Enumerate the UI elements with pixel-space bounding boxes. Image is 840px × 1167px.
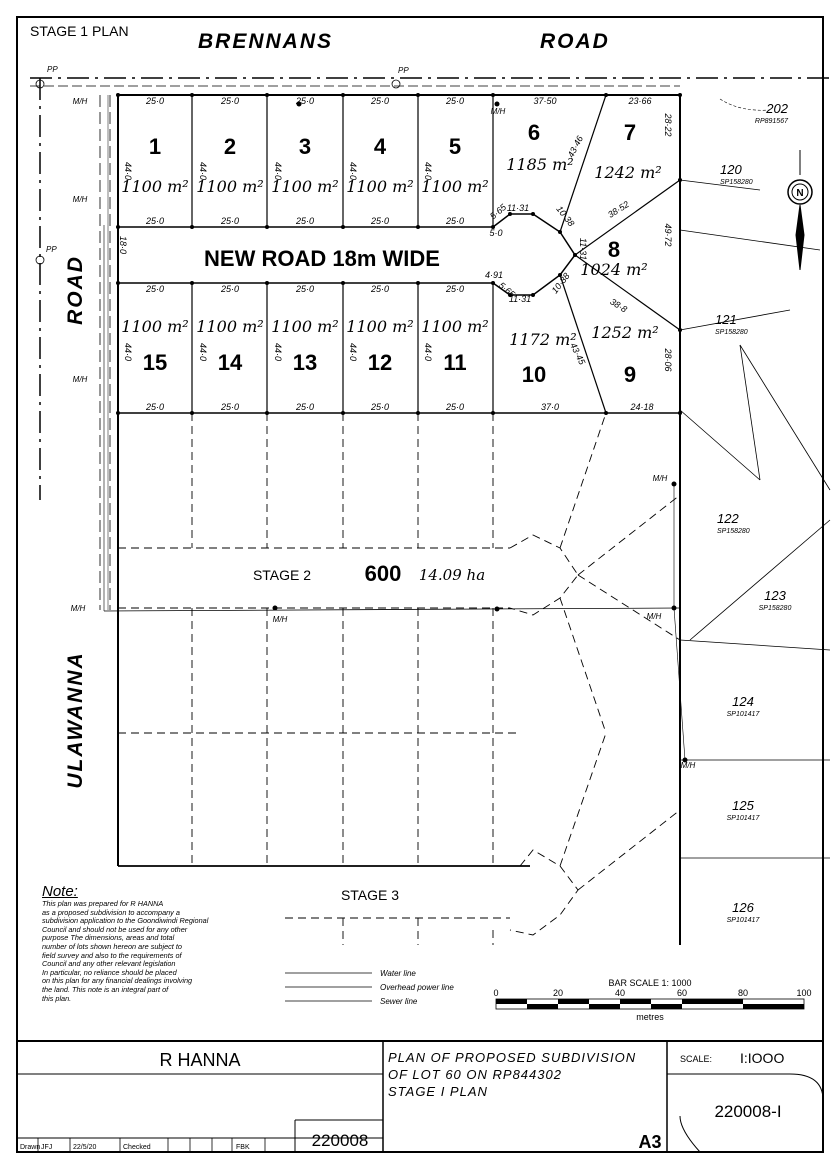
note-line: In particular, no reliance should be placed bbox=[42, 967, 177, 977]
adjacent-lot-number: 121 bbox=[715, 312, 737, 327]
drawn-label: Drawn bbox=[20, 1144, 41, 1151]
legend-power: Overhead power line bbox=[380, 983, 454, 992]
legend-water: Water line bbox=[380, 969, 416, 978]
adjacent-lot-number: 125 bbox=[732, 798, 754, 813]
bar-scale-title: BAR SCALE 1: 1000 bbox=[608, 978, 692, 988]
dimension: 4·91 bbox=[484, 270, 504, 280]
lot-area: 1100 m² bbox=[196, 177, 264, 196]
manhole-label: M/H bbox=[70, 604, 86, 613]
adjacent-lot-plan: SP158280 bbox=[715, 329, 748, 336]
plan-title: STAGE I PLAN bbox=[388, 1084, 488, 1099]
dimension: 11·31 bbox=[508, 294, 532, 304]
dimension: 43·45 bbox=[568, 341, 588, 367]
client-name: R HANNA bbox=[159, 1050, 241, 1070]
adjacent-lot-plan: SP158280 bbox=[758, 605, 792, 612]
lot-area: 1100 m² bbox=[196, 317, 264, 336]
dimension: 49·72 bbox=[663, 223, 673, 247]
dimension: 25·0 bbox=[370, 96, 390, 106]
note-line: on this plan for any financial dealings involving bbox=[42, 976, 193, 986]
dimension: 37·0 bbox=[540, 402, 560, 412]
note-heading: Note: bbox=[42, 883, 78, 900]
stage-2-lot-number: 600 bbox=[364, 561, 402, 586]
dimension: 25·0 bbox=[445, 96, 465, 106]
dimension: 23·66 bbox=[628, 96, 652, 106]
dimension: 25·0 bbox=[145, 284, 165, 294]
dimension: 25·0 bbox=[145, 402, 165, 412]
note-line: Council and should not be used for any other bbox=[42, 924, 188, 934]
adjacent-lot-number: 120 bbox=[720, 162, 742, 177]
lot-number: 9 bbox=[623, 362, 637, 387]
dimension: 11·31 bbox=[506, 203, 530, 213]
road-name-new-road: NEW ROAD 18m WIDE bbox=[204, 246, 440, 271]
job-number: 220008 bbox=[311, 1131, 369, 1150]
bar-scale-tick: 40 bbox=[614, 988, 626, 998]
road-name-brennans-road: ROAD bbox=[540, 30, 610, 53]
legend-sewer: Sewer line bbox=[380, 997, 418, 1006]
dimension: 25·0 bbox=[220, 216, 240, 226]
adjacent-lot-plan: SP101417 bbox=[726, 917, 760, 924]
power-pole-label: PP bbox=[46, 245, 57, 254]
dimension: 11·31 bbox=[578, 237, 588, 261]
dimension: 44·0 bbox=[198, 343, 208, 362]
lot-area: 1100 m² bbox=[121, 317, 189, 336]
dimension: 25·0 bbox=[445, 402, 465, 412]
dimension: 25·0 bbox=[295, 284, 315, 294]
dimension: 5·0 bbox=[489, 228, 503, 238]
north-arrow-icon: N bbox=[796, 188, 804, 199]
dimension: 44·0 bbox=[423, 162, 433, 181]
drawn-by: JFJ bbox=[41, 1144, 53, 1151]
dimension: 25·0 bbox=[370, 402, 390, 412]
note-line: field survey and also to the requirements of bbox=[42, 950, 182, 960]
adjacent-lot-number: 124 bbox=[732, 694, 754, 709]
lot-number: 4 bbox=[373, 134, 387, 159]
dimension: 25·0 bbox=[295, 216, 315, 226]
dimension: 44·0 bbox=[123, 162, 133, 181]
dimension: 25·0 bbox=[295, 402, 315, 412]
note-line: subdivision application to the Goondiwindi Regional bbox=[42, 916, 209, 926]
dimension: 25·0 bbox=[220, 402, 240, 412]
bar-scale-tick: 20 bbox=[552, 988, 564, 998]
adjacent-lot-number: 202 bbox=[766, 101, 788, 116]
dimension: 5·65 bbox=[496, 280, 518, 300]
dimension: 25·0 bbox=[370, 216, 390, 226]
dimension: 44·0 bbox=[123, 343, 133, 362]
power-pole-label: PP bbox=[398, 66, 409, 75]
adjacent-lot-number: 123 bbox=[764, 588, 786, 603]
adjacent-lot-plan: SP158280 bbox=[720, 179, 753, 186]
dimension: 10·38 bbox=[554, 204, 577, 229]
lot-number: 10 bbox=[521, 362, 547, 387]
dimension: 10·38 bbox=[549, 271, 572, 296]
lot-number: 13 bbox=[292, 350, 318, 375]
plan-number: 220008-I bbox=[714, 1102, 782, 1121]
bar-scale-unit: metres bbox=[636, 1012, 664, 1022]
dimension: 44·0 bbox=[273, 162, 283, 181]
bar-scale-tick: 60 bbox=[676, 988, 688, 998]
road-name-brennans: BRENNANS bbox=[198, 30, 334, 53]
dimension: 44·0 bbox=[348, 162, 358, 181]
adjacent-lot-plan: SP101417 bbox=[726, 815, 760, 822]
dimension: 25·0 bbox=[145, 96, 165, 106]
dimension: 28·06 bbox=[663, 348, 673, 372]
dimension: 38·52 bbox=[605, 199, 631, 220]
dimension: 44·0 bbox=[273, 343, 283, 362]
dimension: 25·0 bbox=[445, 216, 465, 226]
manhole-label: M/H bbox=[72, 195, 88, 204]
lot-number: 2 bbox=[223, 134, 237, 159]
fbk-label: FBK bbox=[236, 1144, 250, 1151]
checked-label: Checked bbox=[123, 1144, 151, 1151]
manhole-label: M/H bbox=[652, 474, 668, 483]
road-name-ulawanna-road: ROAD bbox=[64, 255, 87, 325]
note-line: the land. This note is an integral part of bbox=[42, 984, 169, 994]
bar-scale-tick: 0 bbox=[493, 988, 499, 998]
dimension: 25·0 bbox=[445, 284, 465, 294]
manhole-label: M/H bbox=[646, 612, 662, 621]
note-line: purpose The dimensions, areas and total bbox=[42, 933, 175, 943]
dimension: 5·65 bbox=[487, 202, 509, 222]
note-line: This plan was prepared for R HANNA bbox=[42, 899, 164, 908]
dimension: 25·0 bbox=[220, 284, 240, 294]
road-name-ulawanna: ULAWANNA bbox=[64, 651, 87, 789]
dimension: 25·0 bbox=[220, 96, 240, 106]
adjacent-lot-plan: SP158280 bbox=[717, 528, 750, 535]
lot-area: 1100 m² bbox=[421, 177, 489, 196]
lot-number: 15 bbox=[142, 350, 168, 375]
stage-title: STAGE 1 PLAN bbox=[30, 23, 129, 39]
dimension: 28·22 bbox=[663, 113, 673, 137]
lot-number: 12 bbox=[367, 350, 393, 375]
lot-number: 3 bbox=[298, 134, 312, 159]
note-line: this plan. bbox=[42, 993, 72, 1003]
dimension: 44·0 bbox=[198, 162, 208, 181]
stage-2-label: STAGE 2 bbox=[252, 567, 312, 583]
lot-number: 1 bbox=[148, 134, 162, 159]
dimension: 43·46 bbox=[565, 134, 586, 160]
dimension: 24·18 bbox=[630, 402, 654, 412]
dimension: 25·0 bbox=[145, 216, 165, 226]
dimension: 38·8 bbox=[608, 296, 629, 315]
dimension: 25·0 bbox=[295, 96, 315, 106]
lot-number: 7 bbox=[623, 120, 637, 145]
scale-label: SCALE: bbox=[680, 1054, 713, 1064]
plan-title: OF LOT 60 ON RP844302 bbox=[388, 1067, 562, 1082]
note-line: as a proposed subdivision to accompany a bbox=[42, 907, 180, 917]
power-pole-label: PP bbox=[47, 65, 58, 74]
dimension: 18·0 bbox=[118, 235, 128, 255]
note-body bbox=[42, 900, 282, 1003]
stage-3-label: STAGE 3 bbox=[340, 887, 400, 903]
lot-number: 6 bbox=[527, 120, 541, 145]
lot-area: 1100 m² bbox=[121, 177, 189, 196]
lot-area: 1100 m² bbox=[271, 317, 339, 336]
lot-area: 1172 m² bbox=[509, 330, 577, 349]
plan-title: PLAN OF PROPOSED SUBDIVISION bbox=[388, 1050, 637, 1065]
lot-number: 11 bbox=[443, 350, 467, 375]
lot-area: 1100 m² bbox=[421, 317, 489, 336]
bar-scale-tick: 100 bbox=[796, 988, 812, 998]
dimension: 37·50 bbox=[533, 96, 557, 106]
lot-area: 1252 m² bbox=[591, 323, 659, 342]
plan-note bbox=[42, 884, 282, 1003]
manhole-label: M/H bbox=[490, 107, 506, 116]
lot-area: 1100 m² bbox=[271, 177, 339, 196]
scale-value: I:IOOO bbox=[740, 1050, 785, 1066]
note-line: number of lots shown hereon are subject to bbox=[42, 941, 182, 951]
bar-scale-tick: 80 bbox=[737, 988, 749, 998]
lot-area: 1185 m² bbox=[506, 155, 574, 174]
stage-2-area: 14.09 ha bbox=[418, 566, 486, 584]
manhole-label: M/H bbox=[680, 761, 696, 770]
adjacent-lot-number: 126 bbox=[732, 900, 754, 915]
manhole-label: M/H bbox=[72, 375, 88, 384]
lot-area: 1024 m² bbox=[580, 260, 648, 279]
drawn-date: 22/5/20 bbox=[73, 1144, 97, 1151]
adjacent-lot-plan: SP101417 bbox=[726, 711, 760, 718]
lot-area: 1100 m² bbox=[346, 177, 414, 196]
adjacent-lot-plan: RP891567 bbox=[754, 118, 788, 125]
adjacent-lot-number: 122 bbox=[717, 511, 739, 526]
manhole-label: M/H bbox=[272, 615, 288, 624]
manhole-label: M/H bbox=[72, 97, 88, 106]
lot-area: 1242 m² bbox=[594, 163, 662, 182]
lot-number: 5 bbox=[448, 134, 462, 159]
lot-number: 8 bbox=[607, 237, 621, 262]
dimension: 25·0 bbox=[370, 284, 390, 294]
dimension: 44·0 bbox=[348, 343, 358, 362]
lot-number: 14 bbox=[217, 350, 243, 375]
dimension: 44·0 bbox=[423, 343, 433, 362]
lot-area: 1100 m² bbox=[346, 317, 414, 336]
note-line: Council and any other relevant legislation bbox=[42, 959, 176, 969]
sheet-size: A3 bbox=[638, 1132, 662, 1152]
